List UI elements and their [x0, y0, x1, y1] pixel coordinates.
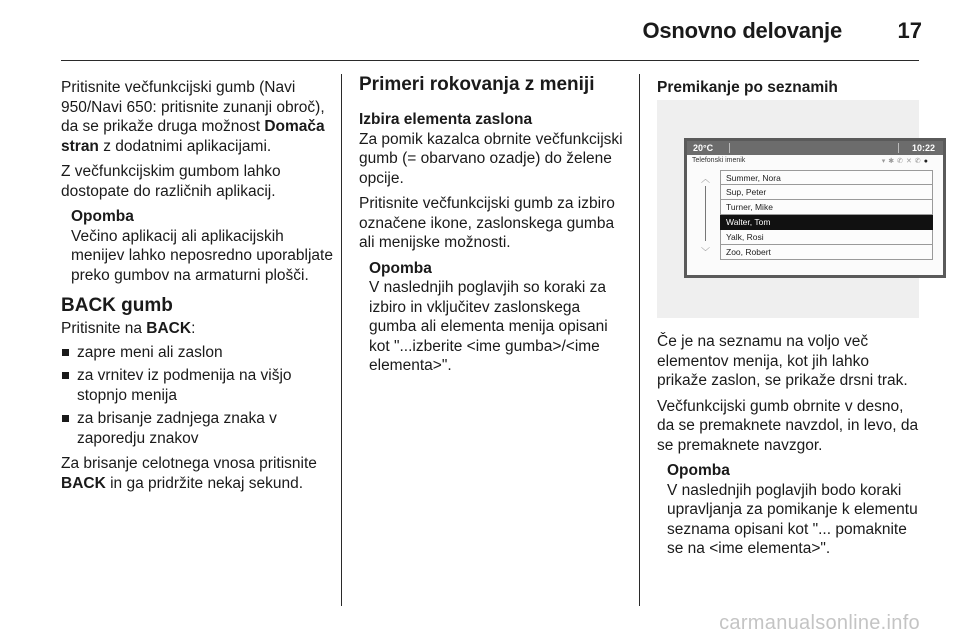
contact-list-item[interactable]: Yalk, Rosi — [720, 230, 933, 245]
paragraph: Pritisnite večfunkcijski gumb za izbiro označene ikone, zaslonskega gumba ali menijske možnosti. — [359, 195, 615, 251]
mute-icon: ✕ — [906, 158, 915, 165]
phonebook-screen — [684, 138, 946, 278]
note-title: Opomba — [667, 462, 730, 479]
note-title: Opomba — [71, 208, 134, 225]
list-item: za brisanje zadnjega znaka v zaporedju znakov — [61, 409, 333, 448]
bullet-list — [61, 343, 333, 449]
settings-icon: ● — [923, 158, 931, 165]
scroll-up-icon: ︿ — [701, 174, 711, 184]
temperature: 20°C — [693, 143, 714, 153]
page-header-title: Osnovno delovanje — [642, 18, 842, 43]
signal-icon: ▾ — [881, 158, 889, 165]
call-icon: ✆ — [897, 158, 907, 165]
column-divider — [639, 74, 640, 606]
paragraph: Za pomik kazalca obrnite večfunkcijski gumb (= obarvano ozadje) do želene opcije. — [359, 130, 623, 187]
paragraph: Pritisnite na BACK: — [61, 320, 196, 337]
paragraph: Večfunkcijski gumb obrnite v desno, da se premaknete navzdol, in levo, da se premaknete navzgor. — [657, 397, 919, 454]
paragraph: Če je na seznamu na voljo več elementov menija, kot jih lahko prikaže zaslon, se prikaže drsni trak. — [657, 333, 908, 389]
contact-list-item[interactable]: Sup, Peter — [720, 185, 933, 200]
paragraph: Pritisnite večfunkcijski gumb (Navi 950/Navi 650: pritisnite zunanji obroč), da se prikaže druga možnost Domača stran z dodatnimi aplikacijami. — [61, 79, 325, 155]
note-text: V naslednjih poglavjih bodo koraki upravljanja za pomikanje k elementu seznama opisani kot "... pomaknite se na <ime elementa>". — [667, 481, 918, 557]
column-divider — [341, 74, 342, 606]
screen-subtitle: Telefonski imenik — [692, 157, 746, 164]
contact-list — [720, 170, 933, 260]
subheading: Izbira elementa zaslona — [359, 111, 533, 128]
contact-list-item[interactable]: Zoo, Robert — [720, 245, 933, 260]
section-heading: Primeri rokovanja z meniji — [359, 74, 595, 95]
subheading: Premikanje po seznamih — [657, 79, 838, 96]
contact-list-item[interactable]: Turner, Mike — [720, 200, 933, 215]
paragraph: Za brisanje celotnega vnosa pritisnite BACK in ga pridržite nekaj sekund. — [61, 455, 317, 492]
bluetooth-icon: ✱ — [888, 158, 898, 165]
page-number: 17 — [897, 18, 922, 43]
scroll-down-icon: ﹀ — [701, 247, 711, 257]
contact-list-item[interactable]: Summer, Nora — [720, 170, 933, 185]
column-3-lower — [657, 332, 923, 565]
column-1 — [61, 78, 333, 499]
list-item: zapre meni ali zaslon — [61, 343, 333, 363]
header-rule — [61, 60, 919, 61]
note — [667, 461, 923, 559]
list-item: za vrnitev iz podmenija na višjo stopnjo menija — [61, 366, 333, 405]
status-icons — [882, 157, 931, 165]
contact-list-item[interactable]: Walter, Tom — [720, 215, 933, 230]
watermark: carmanualsonline.info — [719, 612, 920, 634]
screen-status-bar — [687, 141, 943, 155]
section-heading: BACK gumb — [61, 295, 173, 316]
column-2 — [359, 74, 631, 382]
note — [369, 259, 631, 376]
note-title: Opomba — [369, 259, 432, 277]
clock: 10:22 — [911, 143, 935, 153]
column-3 — [657, 78, 921, 98]
phone-icon: ✆ — [914, 158, 924, 165]
note — [71, 207, 333, 285]
note-text: Večino aplikacij ali aplikacijskih menijev lahko neposredno uporabljate preko gumbov na armaturni plošči. — [71, 227, 333, 284]
scrollbar-track — [705, 186, 706, 241]
paragraph: Z večfunkcijskim gumbom lahko dostopate do različnih aplikacij. — [61, 163, 281, 200]
note-text: V naslednjih poglavjih so koraki za izbiro in vključitev zaslonskega gumba ali elementa menija opisani kot "...izberite <ime gumba>/<ime elementa>". — [369, 279, 608, 374]
